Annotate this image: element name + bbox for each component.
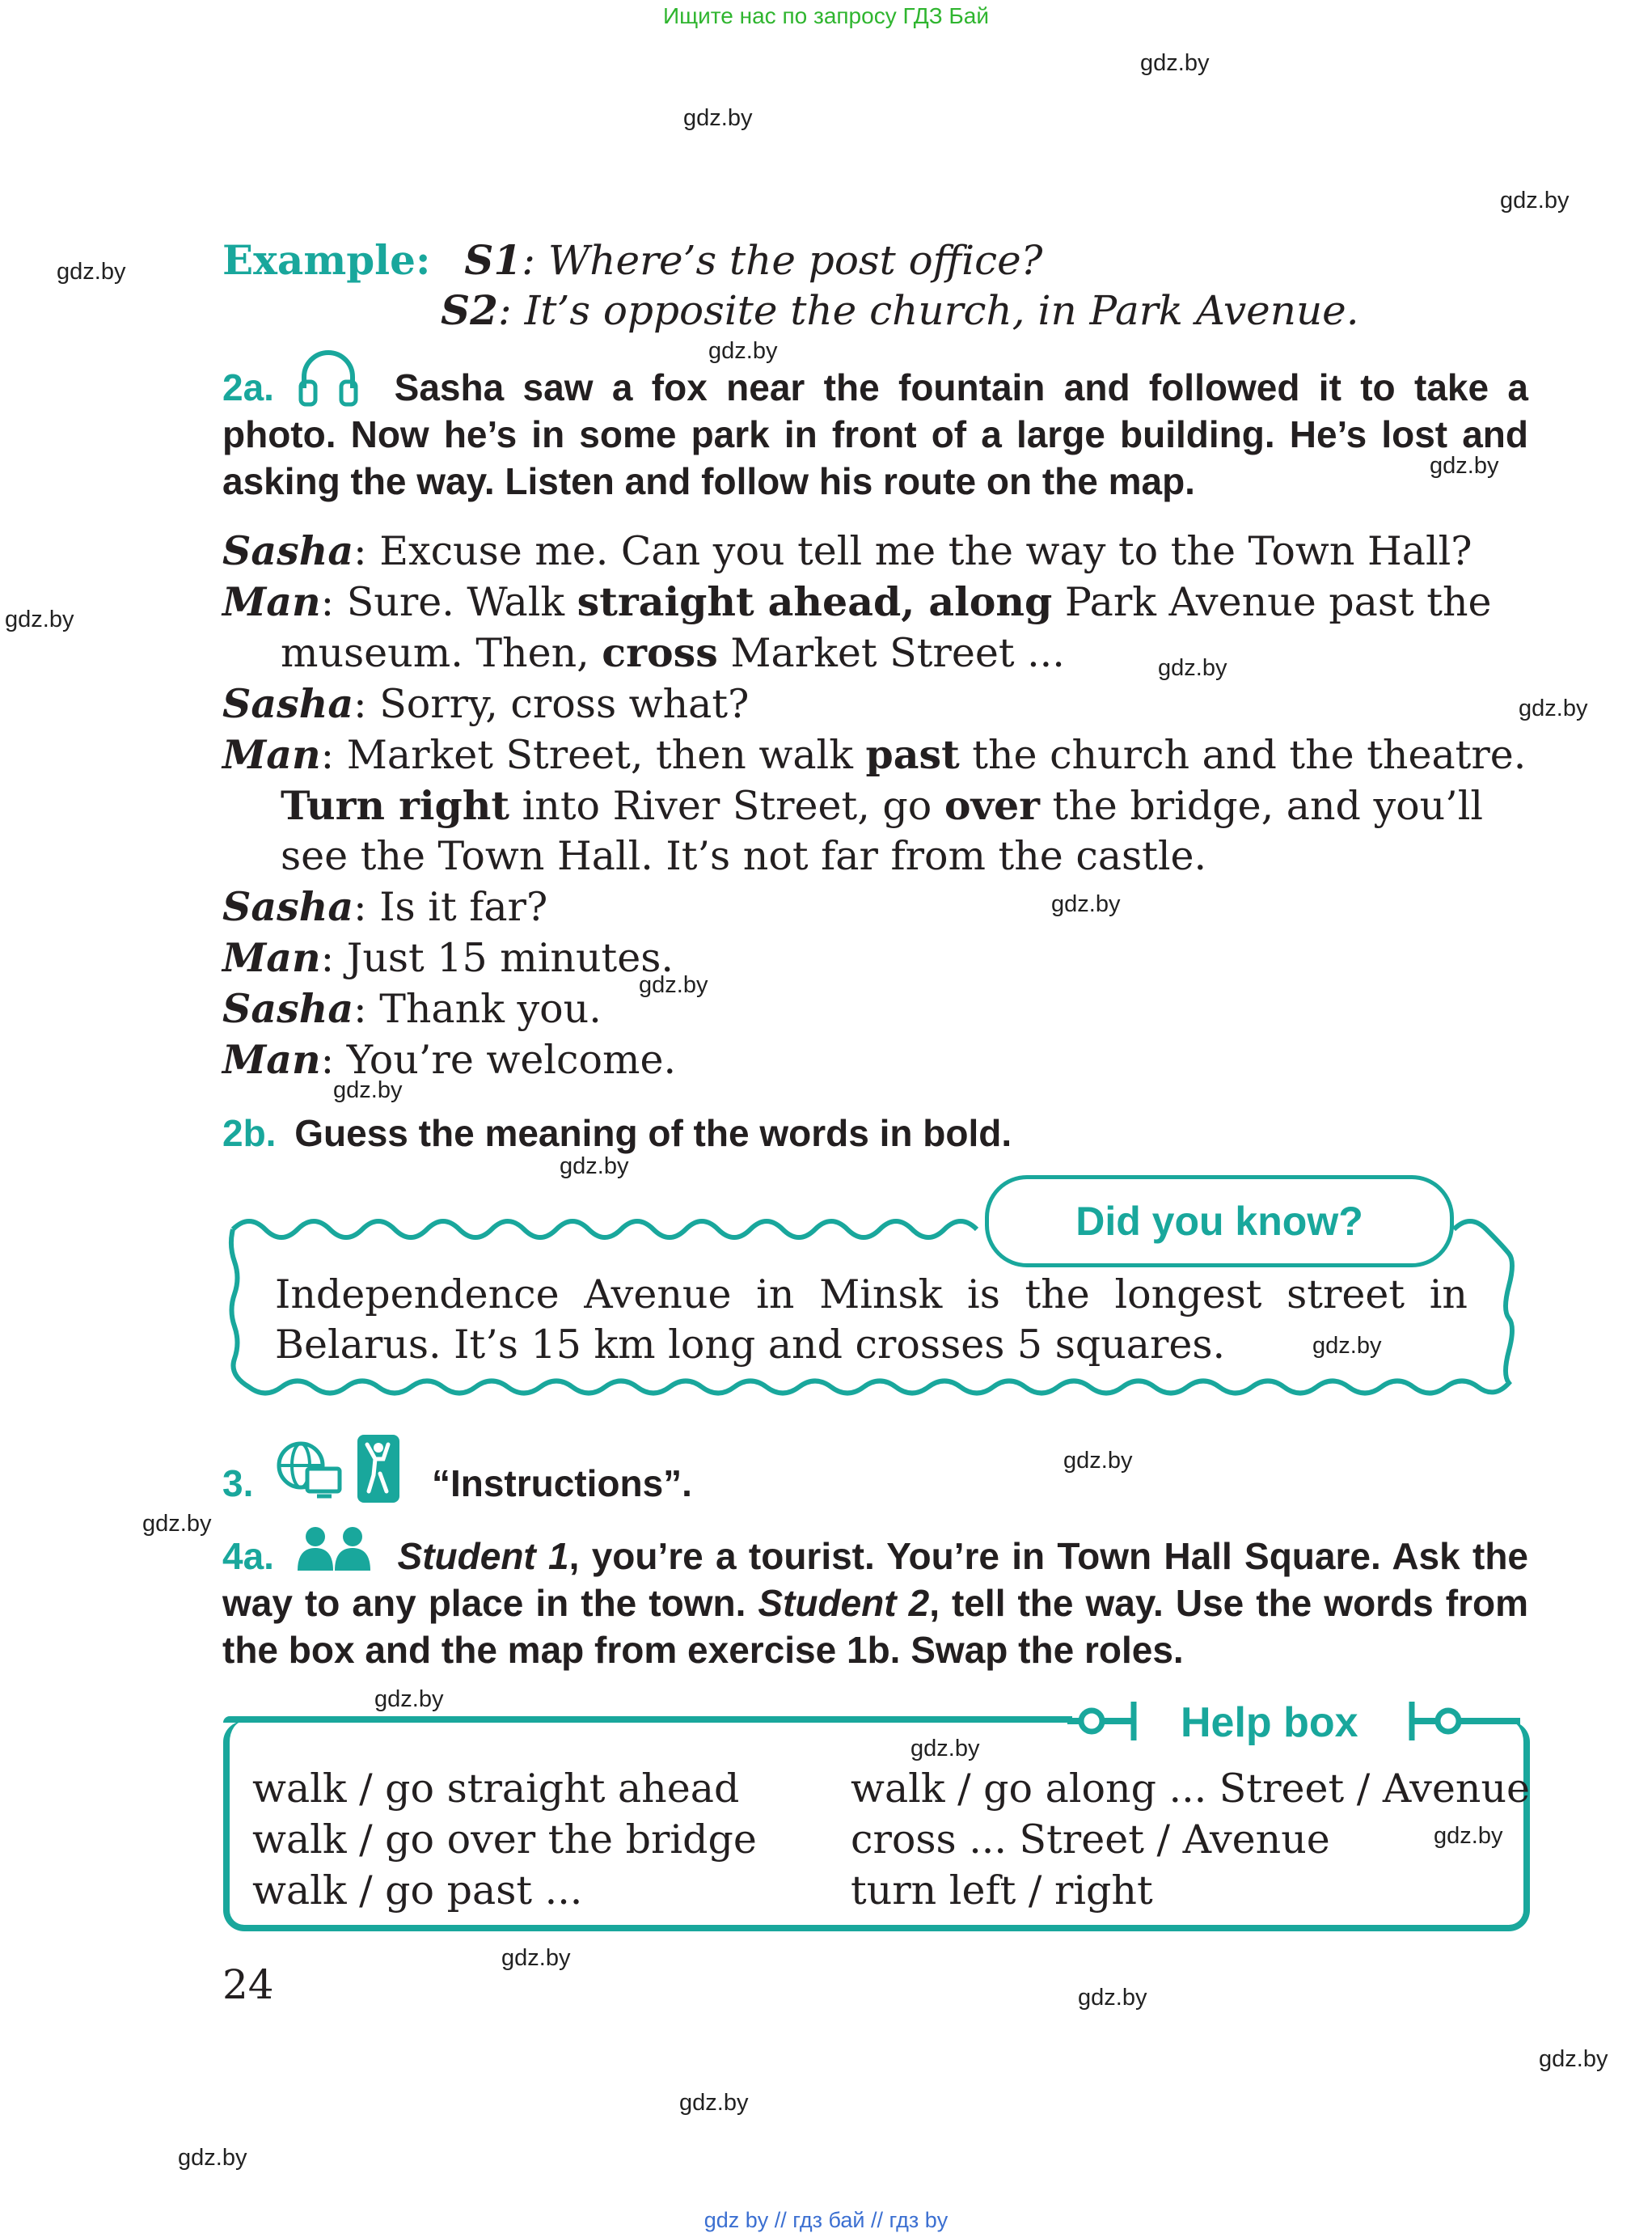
dialogue-text: see the Town Hall. It’s not far from the castle. [281,833,1207,879]
watermark: gdz.by [683,105,753,131]
watermark: gdz.by [1312,1333,1382,1359]
help-box-item: cross ... Street / Avenue [851,1816,1330,1863]
watermark: gdz.by [142,1511,212,1537]
speaker: Man [222,731,321,778]
watermark: gdz.by [1519,696,1588,721]
watermark: gdz.by [679,2090,749,2116]
dialogue-line [222,882,1528,933]
dialogue-line [222,679,1528,730]
dialogue [222,526,1528,1085]
dialogue-text: museum. Then, [281,630,602,676]
speaker: Man [222,578,321,625]
watermark: gdz.by [1434,1823,1503,1849]
watermark: gdz.by [1430,453,1499,479]
dialogue-text: Park Avenue past the [1052,579,1492,625]
watermark: gdz.by [639,972,708,998]
watermark: gdz.by [1078,1985,1147,2011]
help-box-title: Help box [1181,1699,1358,1746]
speaker: Sasha [222,527,354,574]
example-line-1 [222,236,1042,284]
bold-word: straight ahead, along [577,578,1053,625]
dialogue-text: : You’re welcome. [320,1037,677,1083]
did-you-know-line-2: Belarus. It’s 15 km long and crosses 5 squares. [275,1322,1226,1368]
help-box-item: walk / go past ... [252,1867,583,1914]
task-3 [222,1460,1528,1507]
did-you-know-line-1: Independence Avenue in Minsk is the longest street in [275,1271,1468,1317]
bold-word: Turn right [281,782,510,829]
dialogue-line [222,577,1528,628]
watermark: gdz.by [1539,2046,1608,2072]
top-banner: Ищите нас по запросу ГДЗ Бай [662,3,990,28]
student-2-label: Student 2 [758,1582,930,1624]
dialogue-line [222,933,1528,983]
help-box-right-connector [1407,1698,1520,1744]
dialogue-text: into River Street, go [509,783,944,829]
task-4a [222,1533,1528,1673]
speaker: Sasha [222,680,354,727]
speaker: Man [222,934,321,981]
watermark: gdz.by [57,259,126,285]
help-box-right-column [851,1763,1530,1916]
task-2a-number: 2a. [222,366,274,408]
dialogue-text: : Thank you. [353,986,602,1032]
dialogue-line [222,730,1528,780]
watermark: gdz.by [374,1686,444,1712]
watermark: gdz.by [1063,1448,1133,1474]
page-number: 24 [222,1961,274,2008]
dialogue-line [222,526,1528,577]
dialogue-line [222,1034,1528,1085]
student-1-label: Student 1 [397,1535,569,1577]
help-box-item: walk / go along ... Street / Avenue [851,1766,1531,1812]
help-box-top-line [223,1716,1072,1723]
dialogue-line [222,831,1528,882]
watermark: gdz.by [1051,891,1121,917]
bold-word: cross [602,629,718,676]
help-box-item: walk / go over the bridge [252,1816,757,1863]
task-2b-number: 2b. [222,1112,277,1154]
pair-work-icon [294,1525,375,1572]
dialogue-text: : Sure. Walk [320,579,577,625]
dialogue-line [222,628,1528,679]
dialogue-text: : Excuse me. Can you tell me the way to the Town Hall? [353,528,1472,574]
speaker: Man [222,1036,321,1083]
watermark: gdz.by [911,1736,980,1761]
task-4a-number: 4a. [222,1535,274,1577]
help-box-left-connector [1067,1698,1140,1744]
dialogue-text: : Just 15 minutes. [320,935,674,981]
task-2b-text: Guess the meaning of the words in bold. [294,1112,1012,1154]
watermark: gdz.by [1500,188,1570,214]
did-you-know-title: Did you know? [985,1175,1454,1267]
task-2a [222,364,1528,505]
dialogue-text: : Market Street, then walk [320,732,866,778]
speaker: Sasha [222,985,354,1032]
watermark: gdz.by [708,338,778,364]
globe-computer-icon [275,1440,344,1501]
help-box-item: turn left / right [851,1867,1153,1914]
speaker: Sasha [222,883,354,930]
task-3-number: 3. [222,1462,254,1504]
task-2b [222,1110,1528,1157]
dialogue-text: : Sorry, cross what? [353,681,750,727]
help-box-item: walk / go straight ahead [252,1766,740,1812]
headphones-icon [296,346,361,408]
watermark: gdz.by [333,1077,403,1103]
dialogue-text: the bridge, and you’ll [1039,783,1484,829]
dialogue-line [222,780,1528,831]
watermark: gdz.by [560,1153,629,1179]
watermark: gdz.by [178,2145,247,2171]
dialogue-text: Market Street ... [717,630,1065,676]
watermark: gdz.by [501,1945,571,1971]
dialogue-text: the church and the theatre. [959,732,1527,778]
bold-word: past [865,731,960,778]
example-s2-text: : It’s opposite the church, in Park Avenue. [497,287,1359,334]
task-3-text: “Instructions”. [431,1462,692,1504]
bottom-banner: gdz by // гдз бай // гдз by [703,2208,949,2232]
bold-word: over [944,782,1040,829]
watermark: gdz.by [1140,50,1210,76]
example-s1-text: : Where’s the post office? [522,237,1043,284]
task-4a-text: , you’re a tourist. You’re in Town Hall Square. Ask the way to any place in the town. [222,1535,1529,1624]
example-line-2 [441,286,1359,334]
dialogue-text: : Is it far? [353,884,548,930]
help-box-left-column [252,1763,757,1916]
physical-activity-icon [356,1433,401,1504]
example-s1-label: S1 [464,236,522,284]
dialogue-line [222,983,1528,1034]
watermark: gdz.by [1158,655,1227,681]
watermark: gdz.by [5,607,74,632]
task-4a-text: , tell the way. Use the words from the box and the map from exercise 1b. Swap the roles. [222,1582,1528,1671]
example-label: Example: [222,236,431,284]
example-s2-label: S2 [441,286,498,334]
task-2a-text: Sasha saw a fox near the fountain and followed it to take a photo. Now he’s in some park in front of a large building. He’s lost and asking the way. Listen and follow his route on the map. [222,366,1529,502]
